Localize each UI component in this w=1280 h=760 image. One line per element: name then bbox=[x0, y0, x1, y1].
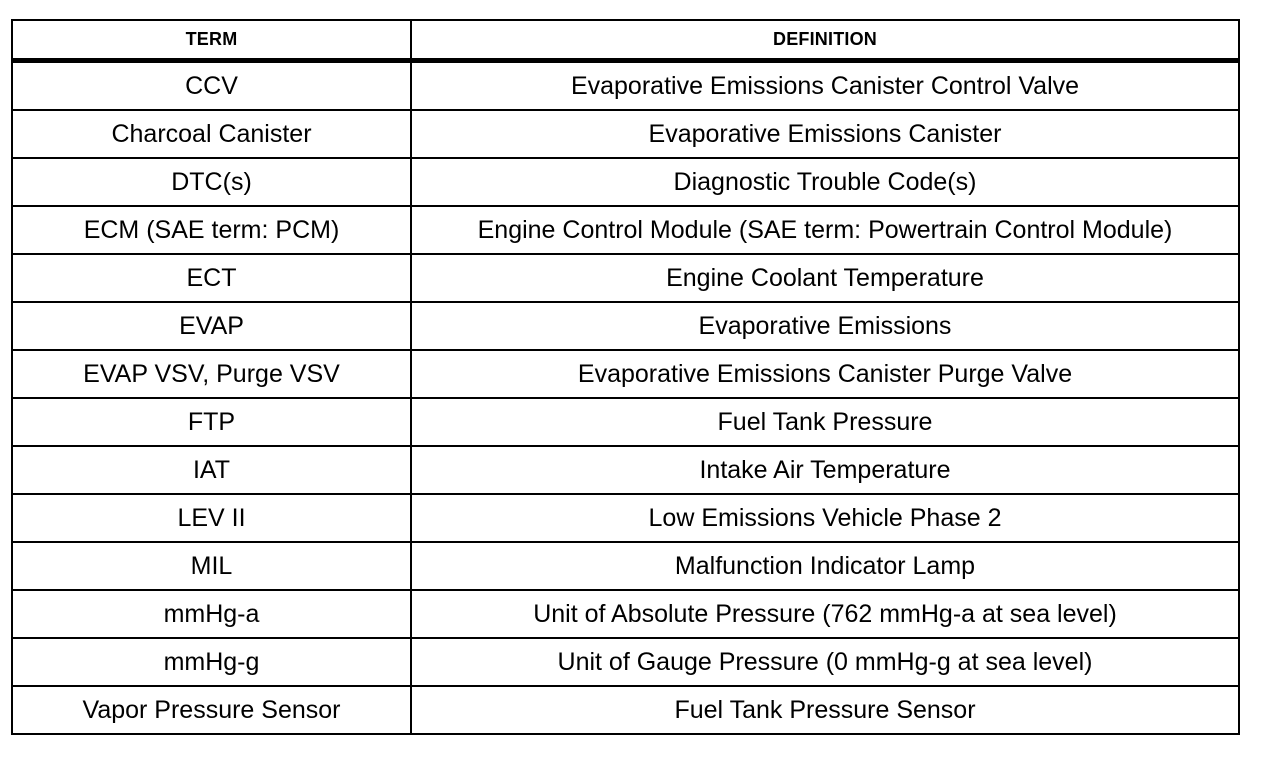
term-cell: ECM (SAE term: PCM) bbox=[12, 206, 411, 254]
table-body bbox=[12, 61, 1239, 735]
table-row bbox=[12, 302, 1239, 350]
definition-cell: Intake Air Temperature bbox=[411, 446, 1239, 494]
term-cell: EVAP VSV, Purge VSV bbox=[12, 350, 411, 398]
term-cell: mmHg-a bbox=[12, 590, 411, 638]
definition-cell: Evaporative Emissions Canister Control Valve bbox=[411, 61, 1239, 111]
definition-cell: Diagnostic Trouble Code(s) bbox=[411, 158, 1239, 206]
terms-definitions-table bbox=[11, 19, 1240, 735]
definition-cell: Unit of Absolute Pressure (762 mmHg-a at sea level) bbox=[411, 590, 1239, 638]
definition-cell: Evaporative Emissions bbox=[411, 302, 1239, 350]
header-term: TERM bbox=[12, 20, 411, 61]
definition-cell: Low Emissions Vehicle Phase 2 bbox=[411, 494, 1239, 542]
term-cell: Vapor Pressure Sensor bbox=[12, 686, 411, 734]
definition-cell: Fuel Tank Pressure bbox=[411, 398, 1239, 446]
table-header bbox=[12, 20, 1239, 61]
definition-cell: Engine Control Module (SAE term: Powertrain Control Module) bbox=[411, 206, 1239, 254]
table-row bbox=[12, 686, 1239, 734]
definition-cell: Malfunction Indicator Lamp bbox=[411, 542, 1239, 590]
table-row bbox=[12, 158, 1239, 206]
definition-cell: Evaporative Emissions Canister Purge Valve bbox=[411, 350, 1239, 398]
term-cell: LEV II bbox=[12, 494, 411, 542]
table-row bbox=[12, 542, 1239, 590]
term-cell: mmHg-g bbox=[12, 638, 411, 686]
term-cell: FTP bbox=[12, 398, 411, 446]
table-row bbox=[12, 350, 1239, 398]
header-definition: DEFINITION bbox=[411, 20, 1239, 61]
term-cell: EVAP bbox=[12, 302, 411, 350]
term-cell: Charcoal Canister bbox=[12, 110, 411, 158]
table-row bbox=[12, 254, 1239, 302]
table-row bbox=[12, 61, 1239, 111]
term-cell: CCV bbox=[12, 61, 411, 111]
table-row bbox=[12, 638, 1239, 686]
definition-cell: Evaporative Emissions Canister bbox=[411, 110, 1239, 158]
term-cell: DTC(s) bbox=[12, 158, 411, 206]
table-row bbox=[12, 494, 1239, 542]
term-cell: ECT bbox=[12, 254, 411, 302]
definition-cell: Engine Coolant Temperature bbox=[411, 254, 1239, 302]
definition-cell: Unit of Gauge Pressure (0 mmHg-g at sea level) bbox=[411, 638, 1239, 686]
header-row bbox=[12, 20, 1239, 61]
table-row bbox=[12, 446, 1239, 494]
term-cell: IAT bbox=[12, 446, 411, 494]
table-row bbox=[12, 110, 1239, 158]
table-row bbox=[12, 206, 1239, 254]
term-cell: MIL bbox=[12, 542, 411, 590]
table-row bbox=[12, 590, 1239, 638]
definition-cell: Fuel Tank Pressure Sensor bbox=[411, 686, 1239, 734]
table-row bbox=[12, 398, 1239, 446]
